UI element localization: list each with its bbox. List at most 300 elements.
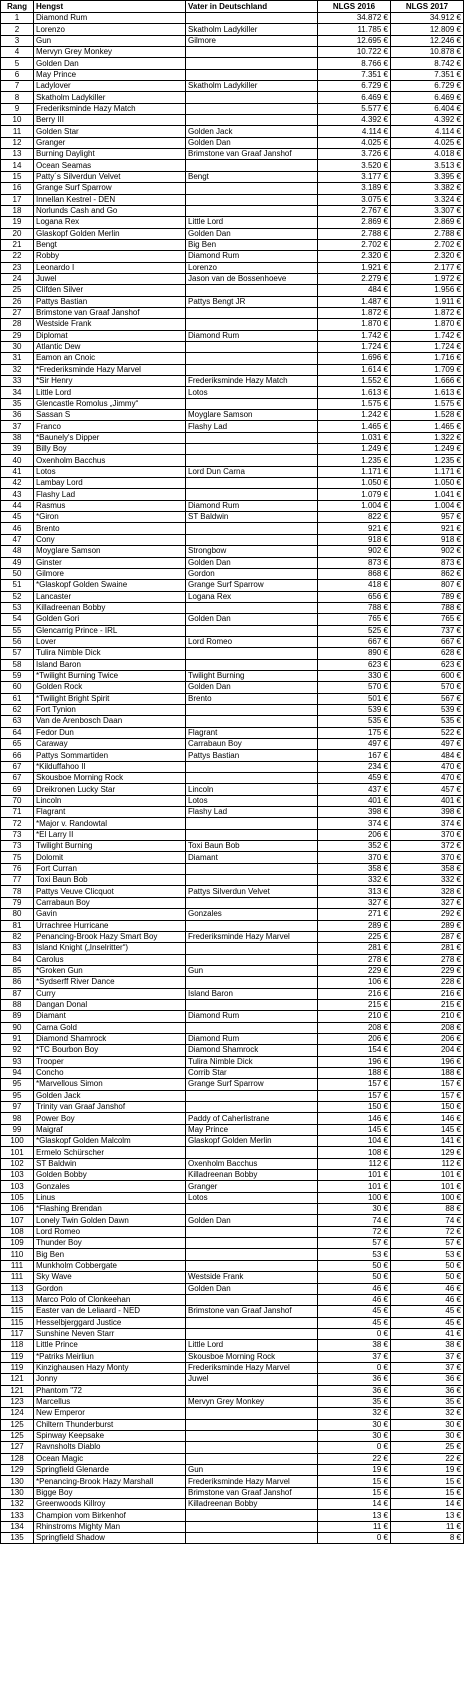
table-row	[1, 1408, 464, 1419]
cell-vater	[186, 398, 318, 409]
cell-nlgs-2017: 1.911 €	[391, 296, 464, 307]
cell-nlgs-2017: 862 €	[391, 568, 464, 579]
table-row	[1, 614, 464, 625]
cell-rang: 108	[1, 1226, 34, 1237]
cell-nlgs-2016: 146 €	[318, 1113, 391, 1124]
table-row	[1, 1328, 464, 1339]
cell-rang: 15	[1, 171, 34, 182]
cell-rang: 95	[1, 1090, 34, 1101]
cell-vater	[186, 1249, 318, 1260]
cell-hengst: Phantom "72	[34, 1385, 186, 1396]
cell-hengst: Skousboe Morning Rock	[34, 773, 186, 784]
cell-rang: 3	[1, 35, 34, 46]
cell-rang: 123	[1, 1396, 34, 1407]
cell-hengst: Carrabaun Boy	[34, 897, 186, 908]
cell-nlgs-2017: 372 €	[391, 841, 464, 852]
cell-hengst: Oxenholm Bacchus	[34, 455, 186, 466]
table-row	[1, 1067, 464, 1078]
cell-hengst: Diplomat	[34, 330, 186, 341]
cell-nlgs-2017: 157 €	[391, 1079, 464, 1090]
cell-nlgs-2017: 1.709 €	[391, 364, 464, 375]
cell-nlgs-2016: 535 €	[318, 716, 391, 727]
cell-hengst: Jonny	[34, 1374, 186, 1385]
cell-rang: 127	[1, 1442, 34, 1453]
table-row	[1, 1147, 464, 1158]
cell-nlgs-2016: 398 €	[318, 807, 391, 818]
cell-hengst: Lancaster	[34, 591, 186, 602]
cell-hengst: Glencarrig Prince - IRL	[34, 625, 186, 636]
cell-rang: 91	[1, 1033, 34, 1044]
cell-vater	[186, 478, 318, 489]
table-row	[1, 1079, 464, 1090]
cell-vater	[186, 1260, 318, 1271]
cell-rang: 67	[1, 761, 34, 772]
table-row	[1, 659, 464, 670]
cell-nlgs-2016: 108 €	[318, 1147, 391, 1158]
cell-nlgs-2016: 1.235 €	[318, 455, 391, 466]
cell-rang: 28	[1, 319, 34, 330]
cell-hengst: Mervyn Grey Monkey	[34, 47, 186, 58]
cell-nlgs-2016: 484 €	[318, 285, 391, 296]
cell-hengst: Trinity van Graaf Janshof	[34, 1102, 186, 1113]
cell-vater	[186, 1510, 318, 1521]
cell-nlgs-2017: 30 €	[391, 1430, 464, 1441]
cell-nlgs-2016: 234 €	[318, 761, 391, 772]
cell-nlgs-2016: 765 €	[318, 614, 391, 625]
cell-vater	[186, 1419, 318, 1430]
table-row	[1, 296, 464, 307]
cell-hengst: Innellan Kestrel - DEN	[34, 194, 186, 205]
table-row	[1, 47, 464, 58]
cell-nlgs-2016: 570 €	[318, 682, 391, 693]
cell-vater: Golden Dan	[186, 1215, 318, 1226]
cell-vater: Strongbow	[186, 546, 318, 557]
cell-hengst: Lord Romeo	[34, 1226, 186, 1237]
cell-rang: 81	[1, 920, 34, 931]
cell-hengst: Springfield Glenarde	[34, 1465, 186, 1476]
cell-nlgs-2016: 104 €	[318, 1136, 391, 1147]
cell-vater: Gun	[186, 1465, 318, 1476]
cell-vater: Gilmore	[186, 35, 318, 46]
cell-nlgs-2017: 370 €	[391, 829, 464, 840]
cell-nlgs-2017: 141 €	[391, 1136, 464, 1147]
table-row	[1, 1033, 464, 1044]
table-row	[1, 1442, 464, 1453]
cell-nlgs-2016: 2.869 €	[318, 217, 391, 228]
cell-nlgs-2017: 522 €	[391, 727, 464, 738]
cell-hengst: Moyglare Samson	[34, 546, 186, 557]
cell-nlgs-2017: 918 €	[391, 534, 464, 545]
cell-vater	[186, 1294, 318, 1305]
cell-vater: Frederiksminde Hazy Marvel	[186, 931, 318, 942]
cell-rang: 117	[1, 1328, 34, 1339]
cell-nlgs-2017: 88 €	[391, 1204, 464, 1215]
cell-nlgs-2017: 570 €	[391, 682, 464, 693]
cell-hengst: Spinway Keepsake	[34, 1430, 186, 1441]
cell-nlgs-2017: 72 €	[391, 1226, 464, 1237]
cell-nlgs-2017: 37 €	[391, 1362, 464, 1373]
cell-rang: 86	[1, 977, 34, 988]
cell-nlgs-2016: 206 €	[318, 829, 391, 840]
cell-nlgs-2017: 1.575 €	[391, 398, 464, 409]
table-row	[1, 1283, 464, 1294]
table-row	[1, 716, 464, 727]
cell-vater: Oxenholm Bacchus	[186, 1158, 318, 1169]
cell-nlgs-2017: 215 €	[391, 999, 464, 1010]
cell-nlgs-2016: 1.171 €	[318, 466, 391, 477]
cell-nlgs-2017: 15 €	[391, 1476, 464, 1487]
cell-vater	[186, 1204, 318, 1215]
table-body	[1, 13, 464, 1544]
cell-nlgs-2017: 10.878 €	[391, 47, 464, 58]
cell-nlgs-2016: 1.031 €	[318, 432, 391, 443]
cell-hengst: *Major v. Randowtal	[34, 818, 186, 829]
cell-rang: 71	[1, 807, 34, 818]
cell-vater	[186, 444, 318, 455]
cell-nlgs-2016: 525 €	[318, 625, 391, 636]
cell-nlgs-2016: 101 €	[318, 1181, 391, 1192]
cell-rang: 97	[1, 1102, 34, 1113]
table-row	[1, 875, 464, 886]
cell-nlgs-2016: 30 €	[318, 1419, 391, 1430]
cell-vater	[186, 1102, 318, 1113]
table-row	[1, 1396, 464, 1407]
cell-vater	[186, 761, 318, 772]
cell-hengst: Gun	[34, 35, 186, 46]
cell-nlgs-2017: 1.972 €	[391, 273, 464, 284]
cell-hengst: Eamon an Cnoic	[34, 353, 186, 364]
cell-hengst: Billy Boy	[34, 444, 186, 455]
cell-rang: 19	[1, 217, 34, 228]
table-row	[1, 852, 464, 863]
cell-hengst: Sassan S	[34, 410, 186, 421]
cell-nlgs-2016: 100 €	[318, 1192, 391, 1203]
cell-rang: 55	[1, 625, 34, 636]
cell-rang: 30	[1, 341, 34, 352]
table-row	[1, 739, 464, 750]
cell-rang: 10	[1, 115, 34, 126]
table-row	[1, 1238, 464, 1249]
cell-nlgs-2016: 873 €	[318, 557, 391, 568]
cell-hengst: Power Boy	[34, 1113, 186, 1124]
cell-rang: 66	[1, 750, 34, 761]
table-row	[1, 534, 464, 545]
cell-hengst: *Patriks Meirliun	[34, 1351, 186, 1362]
cell-nlgs-2017: 3.513 €	[391, 160, 464, 171]
cell-hengst: Trooper	[34, 1056, 186, 1067]
cell-nlgs-2016: 112 €	[318, 1158, 391, 1169]
cell-rang: 57	[1, 648, 34, 659]
cell-nlgs-2016: 401 €	[318, 795, 391, 806]
table-row	[1, 999, 464, 1010]
cell-nlgs-2016: 72 €	[318, 1226, 391, 1237]
cell-nlgs-2016: 1.242 €	[318, 410, 391, 421]
cell-nlgs-2017: 129 €	[391, 1147, 464, 1158]
table-row	[1, 387, 464, 398]
cell-nlgs-2016: 1.613 €	[318, 387, 391, 398]
cell-nlgs-2017: 873 €	[391, 557, 464, 568]
cell-hengst: Westside Frank	[34, 319, 186, 330]
cell-rang: 87	[1, 988, 34, 999]
cell-hengst: Diamond Rum	[34, 13, 186, 24]
cell-rang: 85	[1, 965, 34, 976]
cell-nlgs-2017: 229 €	[391, 965, 464, 976]
cell-nlgs-2016: 50 €	[318, 1272, 391, 1283]
cell-nlgs-2016: 890 €	[318, 648, 391, 659]
cell-nlgs-2016: 1.696 €	[318, 353, 391, 364]
cell-vater	[186, 183, 318, 194]
cell-nlgs-2016: 216 €	[318, 988, 391, 999]
cell-nlgs-2017: 101 €	[391, 1170, 464, 1181]
cell-hengst: Atlantic Dew	[34, 341, 186, 352]
cell-nlgs-2017: 36 €	[391, 1385, 464, 1396]
cell-rang: 36	[1, 410, 34, 421]
cell-rang: 107	[1, 1215, 34, 1226]
cell-vater: Island Baron	[186, 988, 318, 999]
cell-nlgs-2017: 204 €	[391, 1045, 464, 1056]
cell-vater: Moyglare Samson	[186, 410, 318, 421]
cell-nlgs-2017: 1.716 €	[391, 353, 464, 364]
cell-nlgs-2017: 206 €	[391, 1033, 464, 1044]
cell-nlgs-2017: 4.392 €	[391, 115, 464, 126]
table-row	[1, 931, 464, 942]
cell-vater	[186, 1442, 318, 1453]
cell-nlgs-2017: 210 €	[391, 1011, 464, 1022]
cell-hengst: Ladylover	[34, 81, 186, 92]
cell-nlgs-2017: 8 €	[391, 1533, 464, 1544]
cell-vater: Gordon	[186, 568, 318, 579]
table-row	[1, 648, 464, 659]
table-row	[1, 273, 464, 284]
table-row	[1, 262, 464, 273]
cell-rang: 56	[1, 636, 34, 647]
cell-nlgs-2017: 765 €	[391, 614, 464, 625]
cell-nlgs-2016: 35 €	[318, 1396, 391, 1407]
cell-rang: 9	[1, 103, 34, 114]
cell-nlgs-2017: 3.395 €	[391, 171, 464, 182]
cell-nlgs-2016: 358 €	[318, 863, 391, 874]
cell-nlgs-2016: 1.872 €	[318, 307, 391, 318]
cell-rang: 121	[1, 1374, 34, 1385]
cell-hengst: Golden Jack	[34, 1090, 186, 1101]
cell-vater	[186, 455, 318, 466]
table-row	[1, 1453, 464, 1464]
cell-vater: Frederiksminde Hazy Marvel	[186, 1362, 318, 1373]
table-row	[1, 1102, 464, 1113]
cell-hengst: Chiltern Thunderburst	[34, 1419, 186, 1430]
cell-rang: 111	[1, 1260, 34, 1271]
table-row	[1, 977, 464, 988]
cell-rang: 41	[1, 466, 34, 477]
table-row	[1, 1056, 464, 1067]
cell-vater	[186, 115, 318, 126]
cell-hengst: Grange Surf Sparrow	[34, 183, 186, 194]
cell-vater	[186, 602, 318, 613]
cell-hengst: Lotos	[34, 466, 186, 477]
cell-vater	[186, 1328, 318, 1339]
cell-hengst: Brimstone van Graaf Janshof	[34, 307, 186, 318]
cell-nlgs-2017: 289 €	[391, 920, 464, 931]
cell-vater	[186, 489, 318, 500]
cell-rang: 46	[1, 523, 34, 534]
table-row	[1, 239, 464, 250]
cell-rang: 62	[1, 704, 34, 715]
cell-nlgs-2016: 921 €	[318, 523, 391, 534]
cell-vater: Golden Dan	[186, 557, 318, 568]
cell-rang: 72	[1, 818, 34, 829]
cell-vater	[186, 954, 318, 965]
cell-nlgs-2017: 327 €	[391, 897, 464, 908]
cell-hengst: Bengt	[34, 239, 186, 250]
cell-vater: Flagrant	[186, 727, 318, 738]
cell-nlgs-2016: 46 €	[318, 1294, 391, 1305]
cell-vater	[186, 319, 318, 330]
table-row	[1, 1192, 464, 1203]
cell-hengst: *TC Bourbon Boy	[34, 1045, 186, 1056]
cell-nlgs-2017: 1.870 €	[391, 319, 464, 330]
cell-hengst: *Twilight Bright Spirit	[34, 693, 186, 704]
cell-nlgs-2017: 667 €	[391, 636, 464, 647]
cell-vater	[186, 523, 318, 534]
cell-nlgs-2017: 921 €	[391, 523, 464, 534]
cell-nlgs-2016: 4.392 €	[318, 115, 391, 126]
cell-rang: 78	[1, 886, 34, 897]
cell-nlgs-2016: 36 €	[318, 1374, 391, 1385]
cell-nlgs-2017: 1.235 €	[391, 455, 464, 466]
cell-vater: Jason van de Bossenhoeve	[186, 273, 318, 284]
table-row	[1, 1510, 464, 1521]
cell-rang: 65	[1, 739, 34, 750]
cell-vater: Diamond Rum	[186, 500, 318, 511]
cell-vater	[186, 353, 318, 364]
cell-nlgs-2016: 36 €	[318, 1385, 391, 1396]
cell-nlgs-2016: 57 €	[318, 1238, 391, 1249]
table-row	[1, 841, 464, 852]
cell-vater	[186, 1238, 318, 1249]
cell-rang: 132	[1, 1499, 34, 1510]
table-row	[1, 69, 464, 80]
cell-rang: 48	[1, 546, 34, 557]
cell-nlgs-2016: 229 €	[318, 965, 391, 976]
cell-vater	[186, 1317, 318, 1328]
cell-nlgs-2016: 4.025 €	[318, 137, 391, 148]
cell-nlgs-2017: 292 €	[391, 909, 464, 920]
cell-hengst: Urrachree Hurricane	[34, 920, 186, 931]
cell-nlgs-2017: 4.114 €	[391, 126, 464, 137]
cell-vater	[186, 716, 318, 727]
cell-rang: 128	[1, 1453, 34, 1464]
cell-nlgs-2016: 2.702 €	[318, 239, 391, 250]
cell-rang: 33	[1, 376, 34, 387]
table-row	[1, 81, 464, 92]
cell-nlgs-2017: 53 €	[391, 1249, 464, 1260]
table-row	[1, 909, 464, 920]
cell-vater	[186, 977, 318, 988]
cell-vater: Gun	[186, 965, 318, 976]
cell-nlgs-2017: 34.912 €	[391, 13, 464, 24]
cell-nlgs-2017: 788 €	[391, 602, 464, 613]
cell-nlgs-2016: 208 €	[318, 1022, 391, 1033]
cell-rang: 49	[1, 557, 34, 568]
header-rang: Rang	[1, 1, 34, 13]
cell-vater: Lotos	[186, 795, 318, 806]
cell-rang: 24	[1, 273, 34, 284]
table-row	[1, 137, 464, 148]
cell-vater: Little Lord	[186, 217, 318, 228]
cell-nlgs-2017: 208 €	[391, 1022, 464, 1033]
cell-nlgs-2016: 11 €	[318, 1521, 391, 1532]
table-row	[1, 1487, 464, 1498]
cell-nlgs-2016: 332 €	[318, 875, 391, 886]
cell-nlgs-2017: 737 €	[391, 625, 464, 636]
cell-rang: 43	[1, 489, 34, 500]
cell-nlgs-2016: 74 €	[318, 1215, 391, 1226]
table-row	[1, 1521, 464, 1532]
table-row	[1, 863, 464, 874]
cell-nlgs-2017: 7.351 €	[391, 69, 464, 80]
cell-rang: 80	[1, 909, 34, 920]
cell-vater: Corrib Star	[186, 1067, 318, 1078]
table-row	[1, 194, 464, 205]
table-row	[1, 1113, 464, 1124]
table-row	[1, 205, 464, 216]
cell-nlgs-2016: 0 €	[318, 1362, 391, 1373]
table-row	[1, 444, 464, 455]
cell-rang: 98	[1, 1113, 34, 1124]
cell-nlgs-2016: 3.726 €	[318, 149, 391, 160]
table-row	[1, 228, 464, 239]
cell-nlgs-2017: 25 €	[391, 1442, 464, 1453]
table-row	[1, 307, 464, 318]
cell-nlgs-2016: 206 €	[318, 1033, 391, 1044]
cell-vater: Golden Jack	[186, 126, 318, 137]
table-row	[1, 1181, 464, 1192]
cell-rang: 53	[1, 602, 34, 613]
cell-vater: Pattys Silverdun Velvet	[186, 886, 318, 897]
cell-nlgs-2016: 210 €	[318, 1011, 391, 1022]
cell-nlgs-2016: 3.520 €	[318, 160, 391, 171]
cell-vater: Lorenzo	[186, 262, 318, 273]
table-row	[1, 330, 464, 341]
cell-nlgs-2017: 470 €	[391, 761, 464, 772]
table-row	[1, 1499, 464, 1510]
cell-nlgs-2017: 101 €	[391, 1181, 464, 1192]
cell-nlgs-2016: 1.921 €	[318, 262, 391, 273]
cell-nlgs-2016: 225 €	[318, 931, 391, 942]
cell-nlgs-2016: 6.729 €	[318, 81, 391, 92]
cell-nlgs-2016: 437 €	[318, 784, 391, 795]
cell-nlgs-2016: 1.487 €	[318, 296, 391, 307]
cell-hengst: Rhinstroms Mighty Man	[34, 1521, 186, 1532]
cell-nlgs-2016: 497 €	[318, 739, 391, 750]
cell-rang: 124	[1, 1408, 34, 1419]
cell-rang: 94	[1, 1067, 34, 1078]
cell-nlgs-2016: 313 €	[318, 886, 391, 897]
cell-rang: 4	[1, 47, 34, 58]
cell-rang: 22	[1, 251, 34, 262]
cell-rang: 29	[1, 330, 34, 341]
cell-vater: Lord Dun Carna	[186, 466, 318, 477]
cell-vater: Little Lord	[186, 1340, 318, 1351]
cell-nlgs-2017: 12.246 €	[391, 35, 464, 46]
cell-hengst: *Flashing Brendan	[34, 1204, 186, 1215]
cell-nlgs-2016: 822 €	[318, 512, 391, 523]
cell-nlgs-2016: 8.766 €	[318, 58, 391, 69]
cell-nlgs-2016: 902 €	[318, 546, 391, 557]
table-row	[1, 1272, 464, 1283]
cell-nlgs-2017: 188 €	[391, 1067, 464, 1078]
table-row	[1, 1045, 464, 1056]
